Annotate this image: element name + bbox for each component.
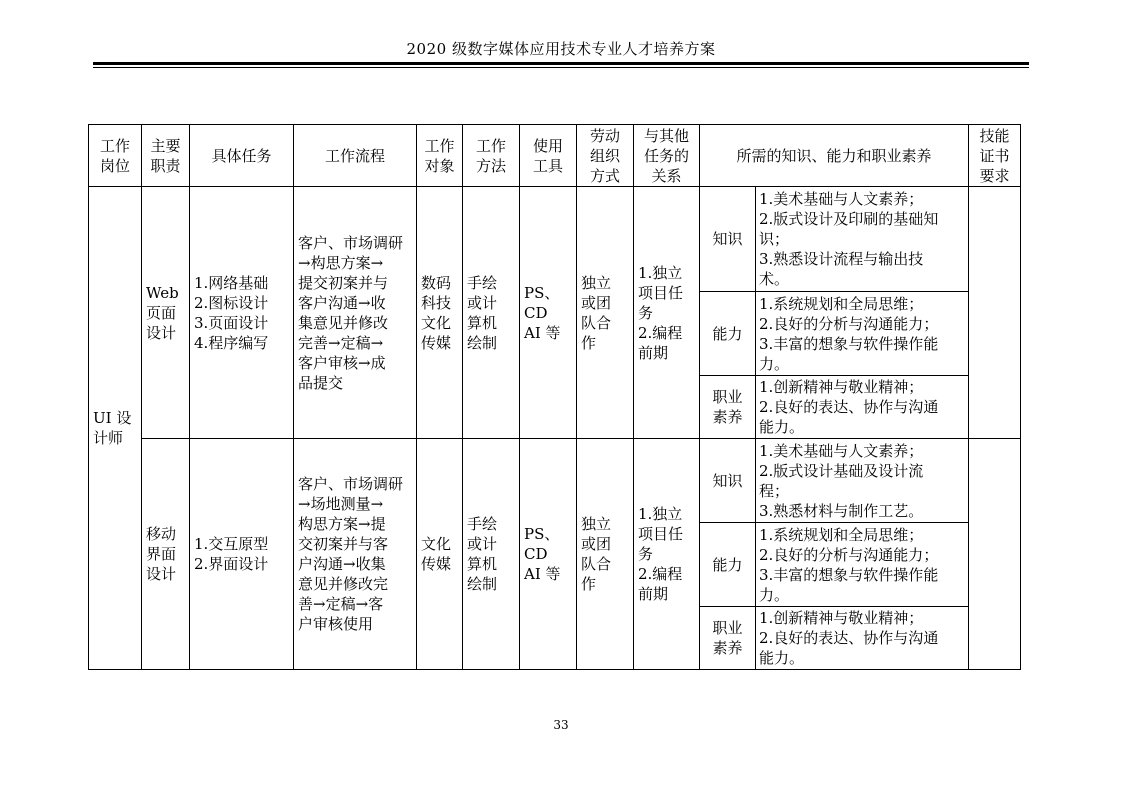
document-header-title: 2020 级数字媒体应用技术专业人才培养方案 (406, 40, 716, 58)
duty-cell: Web 页面 设计 (142, 187, 190, 439)
list-item: 2.良好的分析与沟通能力； (759, 545, 939, 564)
tasks-cell (190, 187, 294, 439)
header-duty: 主要 职责 (142, 125, 190, 187)
header-relation: 与其他 任务的 关系 (634, 125, 700, 187)
list-item: 1.美术基础与人文素养； (759, 441, 924, 460)
list-item: 2.版式设计基础及设计流 (759, 461, 924, 480)
list-item: 1.系统规划和全局思维； (759, 525, 924, 544)
cert-cell (969, 187, 1021, 439)
list-item: 能力。 (759, 418, 805, 436)
table-header-row (89, 125, 1021, 187)
object-cell: 数码 科技 文化 传媒 (417, 187, 463, 439)
literacy-content (756, 607, 969, 670)
header-cert: 技能 证书 要求 (969, 125, 1021, 187)
list-item: 识； (759, 230, 790, 248)
literacy-label: 职业 素养 (700, 376, 756, 439)
page-number: 33 (553, 718, 569, 732)
ability-label: 能力 (700, 292, 756, 376)
ability-label: 能力 (700, 523, 756, 607)
relation-cell: 1.独立 项目任 务 2.编程 前期 (634, 187, 700, 439)
ability-content (756, 523, 969, 607)
header-org: 劳动 组织 方式 (577, 125, 634, 187)
job-analysis-table (88, 124, 1021, 670)
task-item: 1.网络基础 (194, 273, 269, 292)
task-item: 2.界面设计 (194, 555, 269, 573)
list-item: 1.创新精神与敬业精神； (759, 378, 924, 396)
knowledge-label: 知识 (700, 439, 756, 523)
method-cell: 手绘 或计 算机 绘制 (463, 187, 520, 439)
list-item: 能力。 (759, 649, 805, 667)
tasks-cell (190, 439, 294, 670)
header-tools: 使用 工具 (520, 125, 577, 187)
list-item: 程； (759, 481, 790, 500)
tools-cell: PS、CD AI 等 (520, 439, 577, 670)
list-item: 2.良好的分析与沟通能力； (759, 314, 939, 333)
task-item: 4.程序编写 (194, 333, 269, 352)
list-item: 术。 (759, 270, 790, 288)
process-cell: 客户、市场调研 →构思方案→ 提交初案并与 客户沟通→收 集意见并修改 完善→定稿→ 客户审核→成 品提交 (294, 187, 417, 439)
list-item: 2.良好的表达、协作与沟通 (759, 629, 939, 647)
relation-cell: 1.独立 项目任 务 2.编程 前期 (634, 439, 700, 670)
process-cell: 客户、市场调研 →场地测量→ 构思方案→提 交初案并与客 户沟通→收集 意见并修改完 善→定稿→客 户审核使用 (294, 439, 417, 670)
list-item: 力。 (759, 354, 790, 373)
table-row (89, 439, 1021, 523)
knowledge-content (756, 439, 969, 523)
header-knowledge: 所需的知识、能力和职业素养 (700, 125, 969, 187)
list-item: 2.版式设计及印刷的基础知 (759, 210, 939, 228)
literacy-content (756, 376, 969, 439)
org-cell: 独立 或团 队合 作 (577, 187, 634, 439)
knowledge-label: 知识 (700, 187, 756, 292)
ability-content (756, 292, 969, 376)
header-process: 工作流程 (294, 125, 417, 187)
list-item: 1.美术基础与人文素养； (759, 190, 924, 208)
list-item: 1.创新精神与敬业精神； (759, 609, 924, 627)
literacy-label: 职业 素养 (700, 607, 756, 670)
header-object: 工作 对象 (417, 125, 463, 187)
header-position: 工作 岗位 (89, 125, 142, 187)
duty-cell: 移动 界面 设计 (142, 439, 190, 670)
task-item: 1.交互原型 (194, 535, 269, 553)
header-rule-thick (93, 62, 1029, 65)
object-cell: 文化 传媒 (417, 439, 463, 670)
method-cell: 手绘 或计 算机 绘制 (463, 439, 520, 670)
knowledge-content (756, 187, 969, 292)
header-method: 工作 方法 (463, 125, 520, 187)
task-item: 2.图标设计 (194, 293, 269, 312)
tools-cell: PS、CD AI 等 (520, 187, 577, 439)
list-item: 2.良好的表达、协作与沟通 (759, 398, 939, 416)
cert-cell (969, 439, 1021, 670)
list-item: 力。 (759, 585, 790, 604)
list-item: 3.熟悉设计流程与输出技 (759, 250, 924, 268)
list-item: 3.丰富的想象与软件操作能 (759, 334, 939, 353)
table-row (89, 187, 1021, 292)
list-item: 3.丰富的想象与软件操作能 (759, 565, 939, 584)
position-cell: UI 设 计师 (89, 187, 142, 670)
header-rule-thin (93, 67, 1029, 68)
list-item: 3.熟悉材料与制作工艺。 (759, 501, 924, 520)
task-item: 3.页面设计 (194, 313, 269, 332)
list-item: 1.系统规划和全局思维； (759, 294, 924, 313)
org-cell: 独立 或团 队合 作 (577, 439, 634, 670)
header-tasks: 具体任务 (190, 125, 294, 187)
